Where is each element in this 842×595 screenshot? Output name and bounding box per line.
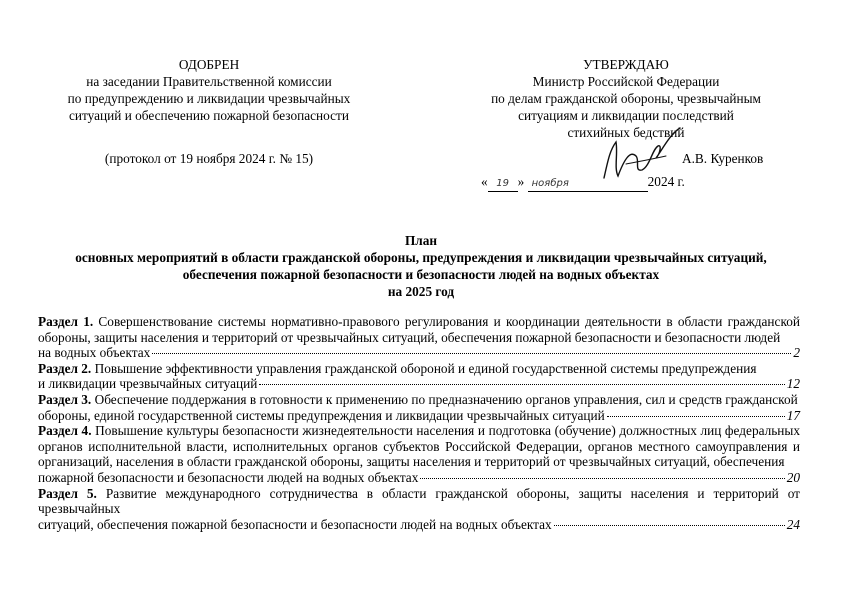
toc-entry-text	[38, 361, 800, 377]
approval-line: на заседании Правительственной комиссии	[86, 74, 332, 89]
approval-title: ОДОБРЕН	[178, 57, 240, 72]
dot-leader	[259, 384, 784, 385]
date-close-quote: »	[517, 174, 525, 189]
sign-line: ситуациям и ликвидации последствий	[518, 108, 734, 123]
toc-section-title-end: обороны, единой государственной системы предупреждения и ликвидации чрезвычайных ситуаций	[38, 407, 605, 423]
approval-protocol: (протокол от 19 ноября 2024 г. № 15)	[104, 151, 314, 166]
toc-section-title-end: на водных объектах	[38, 345, 151, 361]
toc-entry-text	[38, 314, 800, 345]
approval-block	[36, 56, 382, 124]
toc-section-number: Раздел 3.	[38, 391, 92, 407]
toc-section-title: Повышение эффективности управления гражданской обороной и единой государственной системы предупреждения	[94, 360, 757, 376]
toc-page-number: 20	[786, 469, 800, 485]
dot-leader	[420, 478, 784, 479]
toc-page-number: 12	[786, 376, 800, 392]
toc-item	[38, 423, 800, 485]
toc-section-title: Обеспечение поддержания в готовности к применению по предназначению органов управления, сил и средств гражданской	[94, 391, 798, 407]
toc-section-title: Повышение культуры безопасности жизнедеятельности населения и подготовка (обучение) должностных лиц федеральных органов исполнительной власти, исполнительных органов субъектов Российской Федерации, органов местного самоуправления и организаций, населения в области гражданской обороны, защиты населения и территорий от чрезвычайных ситуаций, обеспечения	[38, 423, 801, 470]
document-title	[20, 232, 822, 300]
toc-section-number: Раздел 2.	[38, 360, 92, 376]
toc-section-title-end: пожарной безопасности и безопасности людей на водных объектах	[38, 469, 419, 485]
toc-item	[38, 392, 800, 423]
toc-section-title: Совершенствование системы нормативно-правового регулирования и координации деятельности в области гражданской обороны, защиты населения и территорий от чрезвычайных ситуаций, обеспечения пожарной безопасности и безопасности людей	[38, 314, 800, 345]
title-line: обеспечения пожарной безопасности и безопасности людей на водных объектах	[182, 267, 660, 282]
dot-leader	[152, 353, 791, 354]
date-month: ноября	[528, 177, 648, 192]
toc-section-title: Развитие международного сотрудничества в области гражданской обороны, защиты населения и территорий от чрезвычайных	[38, 485, 800, 517]
toc-entry-last-line	[38, 470, 800, 486]
toc-page-number: 2	[793, 345, 800, 361]
date-year: 2024 г.	[647, 174, 685, 189]
date-day: 19	[488, 177, 518, 192]
signer-name: А.В. Куренков	[682, 151, 764, 166]
toc-section-number: Раздел 1.	[38, 314, 94, 329]
title-line: на 2025 год	[387, 284, 455, 299]
toc-item	[38, 361, 800, 392]
toc-section-number: Раздел 5.	[38, 485, 97, 501]
approval-line: ситуаций и обеспечению пожарной безопасности	[69, 108, 349, 123]
toc-page-number: 24	[786, 516, 800, 532]
toc-item	[38, 486, 800, 533]
toc-page-number: 17	[786, 407, 800, 423]
toc-entry-last-line	[38, 408, 800, 424]
toc-entry-text	[38, 423, 800, 470]
toc-entry-text	[38, 486, 800, 517]
toc-entry-last-line	[38, 345, 800, 361]
title-line: План	[404, 233, 438, 248]
dot-leader	[607, 416, 785, 417]
toc-section-title-end: и ликвидации чрезвычайных ситуаций	[38, 376, 258, 392]
sign-line: Министр Российской Федерации	[532, 74, 720, 89]
toc-section-title-end: ситуаций, обеспечения пожарной безопасности и безопасности людей на водных объектах	[38, 516, 552, 532]
table-of-contents	[38, 314, 800, 532]
approval-date	[481, 174, 685, 192]
approval-line: по предупреждению и ликвидации чрезвычайных	[67, 91, 351, 106]
sign-title: УТВЕРЖДАЮ	[583, 57, 669, 72]
date-open-quote: «	[481, 174, 488, 189]
sign-line: стихийных бедствий	[567, 125, 685, 140]
dot-leader	[554, 525, 785, 526]
toc-section-number: Раздел 4.	[38, 423, 92, 439]
toc-entry-text	[38, 392, 800, 408]
toc-entry-last-line	[38, 376, 800, 392]
title-line: основных мероприятий в области гражданской обороны, предупреждения и ликвидации чрезвычайных ситуаций,	[75, 250, 767, 265]
sign-line: по делам гражданской обороны, чрезвычайным	[491, 91, 761, 106]
toc-entry-last-line	[38, 517, 800, 533]
toc-item	[38, 314, 800, 361]
